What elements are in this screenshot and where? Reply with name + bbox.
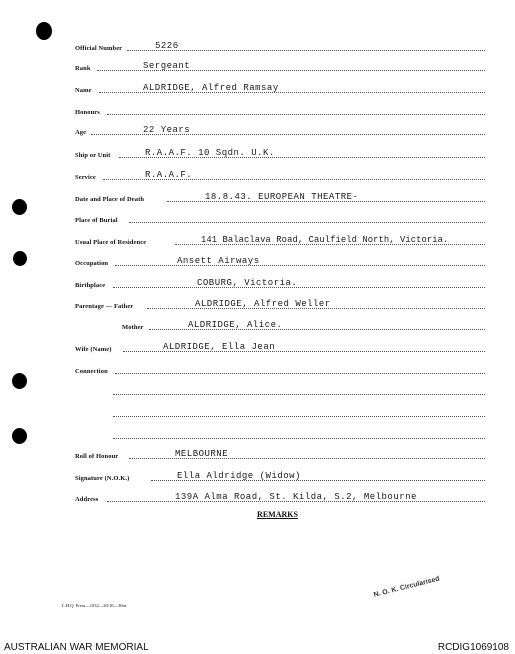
remarks-heading: REMARKS (257, 510, 298, 519)
field-value: Ella Aldridge (Widow) (177, 471, 301, 481)
field-value: ALDRIDGE, Ella Jean (163, 342, 276, 352)
archive-name: AUSTRALIAN WAR MEMORIAL (4, 642, 149, 653)
field-label: Signature (N.O.K.) (75, 475, 130, 482)
field-address (75, 490, 485, 504)
record-id: RCDIG1069108 (437, 642, 509, 653)
field-label: Place of Burial (75, 217, 118, 224)
field-value: ALDRIDGE, Alfred Weller (195, 299, 331, 309)
field-place-of-burial (75, 211, 485, 225)
field-label: Birthplace (75, 282, 106, 289)
field-label: Name (75, 87, 92, 94)
field-birthplace (75, 276, 485, 290)
nok-circularised-stamp: N. O. K. Circularised (373, 575, 441, 599)
field-value: Ansett Airways (177, 256, 260, 266)
field-value: Sergeant (143, 61, 191, 71)
field-value: 139A Alma Road, St. Kilda, S.2, Melbourne (175, 492, 417, 502)
field-connection (75, 362, 485, 376)
field-label: Rank (75, 65, 91, 72)
field-value: ALDRIDGE, Alfred Ramsay (143, 83, 279, 93)
field-signature-nok (75, 469, 485, 483)
field-label: Wife (Name) (75, 346, 112, 353)
field-label: Age (75, 129, 87, 136)
field-value: 5226 (155, 41, 179, 51)
field-wife-name (75, 340, 485, 354)
field-name (75, 81, 485, 95)
field-value: 22 Years (143, 125, 191, 135)
field-label: Honours (75, 109, 100, 116)
connection-line (75, 427, 485, 441)
field-label: Address (75, 496, 99, 503)
connection-line (75, 405, 485, 419)
field-label: Usual Place of Residence (75, 239, 147, 246)
field-honours (75, 103, 485, 117)
field-label: Connection (75, 368, 108, 375)
field-parentage-mother (75, 318, 485, 332)
field-value: ALDRIDGE, Alice. (188, 320, 283, 330)
printer-imprint: L.H.Q. Press—1032—20/10—30m. (62, 603, 128, 608)
field-label: Mother (122, 324, 144, 331)
field-value: R.A.A.F. 10 Sqdn. U.K. (145, 148, 275, 158)
punch-hole (12, 373, 27, 389)
field-label: Roll of Honour (75, 453, 119, 460)
field-label: Occupation (75, 260, 109, 267)
punch-hole (13, 251, 27, 266)
field-value: COBURG, Victoria. (197, 278, 298, 288)
field-label: Official Number (75, 45, 123, 52)
field-date-place-of-death (75, 190, 485, 204)
punch-hole (12, 199, 27, 215)
field-label: Service (75, 174, 96, 181)
field-value: 141 Balaclava Road, Caulfield North, Victoria. (201, 235, 449, 245)
field-usual-residence (75, 233, 485, 247)
field-label: Parentage — Father (75, 303, 134, 310)
field-value: MELBOURNE (175, 449, 229, 459)
field-value: 18.8.43. EUROPEAN THEATRE- (205, 192, 359, 202)
field-age (75, 123, 485, 137)
field-service (75, 168, 485, 182)
field-parentage-father (75, 297, 485, 311)
field-value: R.A.A.F. (145, 170, 193, 180)
field-official-number (75, 39, 485, 53)
archive-footer (0, 630, 515, 654)
field-roll-of-honour (75, 447, 485, 461)
field-label: Date and Place of Death (75, 196, 145, 203)
field-occupation (75, 254, 485, 268)
punch-hole (36, 22, 52, 40)
field-rank (75, 59, 485, 73)
connection-line (75, 383, 485, 397)
field-ship-or-unit (75, 146, 485, 160)
punch-hole (12, 428, 27, 444)
field-label: Ship or Unit (75, 152, 111, 159)
